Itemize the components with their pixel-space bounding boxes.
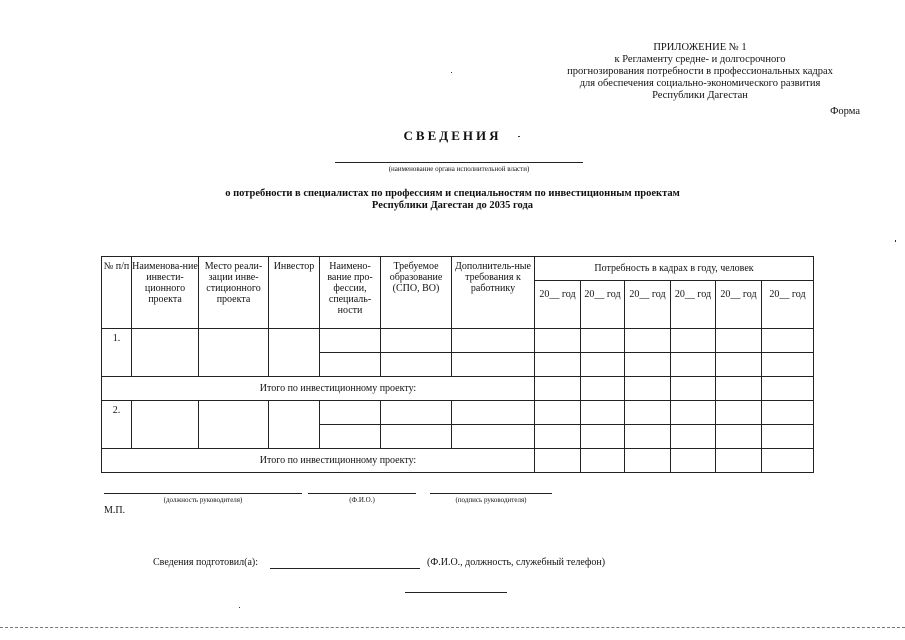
table-cell[interactable] — [581, 425, 625, 449]
scan-speck — [451, 72, 452, 73]
header-year: 20__ год — [625, 281, 671, 329]
organ-name-field[interactable] — [335, 162, 583, 163]
header-number: № п/п — [102, 257, 132, 329]
table-cell[interactable] — [269, 401, 320, 449]
fio-caption: (Ф.И.О.) — [349, 496, 375, 504]
table-cell[interactable] — [381, 425, 452, 449]
table-cell[interactable] — [381, 401, 452, 425]
table-cell[interactable] — [762, 401, 814, 425]
table-cell[interactable] — [762, 425, 814, 449]
needs-table — [101, 256, 814, 473]
table-cell[interactable] — [535, 449, 581, 473]
table-cell[interactable] — [671, 425, 716, 449]
header-place: Место реали-зации инве-стиционного проекта — [199, 257, 269, 329]
table-cell[interactable] — [132, 401, 199, 449]
document-subtitle — [0, 188, 905, 212]
header-year: 20__ год — [535, 281, 581, 329]
header-year: 20__ год — [671, 281, 716, 329]
table-cell[interactable] — [320, 401, 381, 425]
table-cell[interactable] — [581, 329, 625, 353]
row-number: 1. — [102, 329, 132, 377]
table-cell[interactable] — [671, 449, 716, 473]
table-cell[interactable] — [625, 449, 671, 473]
table-cell[interactable] — [452, 353, 535, 377]
header-year: 20__ год — [716, 281, 762, 329]
table-cell[interactable] — [269, 329, 320, 377]
header-requirements: Дополнитель-ные требования к работнику — [452, 257, 535, 329]
form-label: Форма — [830, 106, 860, 117]
table-cell[interactable] — [716, 353, 762, 377]
signature-field[interactable] — [430, 493, 552, 494]
appendix-line: для обеспечения социально-экономического развития — [579, 78, 821, 89]
table-cell[interactable] — [452, 425, 535, 449]
table-cell[interactable] — [381, 353, 452, 377]
prepared-field[interactable] — [270, 568, 420, 569]
table-cell[interactable] — [762, 449, 814, 473]
scan-speck — [239, 607, 240, 608]
header-education: Требуемое образование (СПО, ВО) — [381, 257, 452, 329]
scan-speck — [895, 240, 896, 242]
table-cell[interactable] — [625, 353, 671, 377]
header-investor: Инвестор — [269, 257, 320, 329]
table-cell[interactable] — [671, 353, 716, 377]
prepared-caption: (Ф.И.О., должность, служебный телефон) — [427, 557, 606, 568]
table-cell[interactable] — [671, 401, 716, 425]
page-edge — [0, 627, 905, 628]
stamp-label: М.П. — [104, 505, 126, 516]
table-cell[interactable] — [671, 377, 716, 401]
table-cell[interactable] — [320, 353, 381, 377]
table-cell[interactable] — [762, 353, 814, 377]
position-caption: (должность руководителя) — [163, 496, 243, 504]
table-cell[interactable] — [762, 377, 814, 401]
header-project-name: Наименова-ние инвести-ционного проекта — [132, 257, 199, 329]
appendix-line: Республики Дагестан — [652, 90, 748, 101]
appendix-title: ПРИЛОЖЕНИЕ № 1 — [653, 42, 747, 53]
table-cell[interactable] — [581, 449, 625, 473]
table-cell[interactable] — [535, 329, 581, 353]
table-cell[interactable] — [199, 329, 269, 377]
organ-name-caption: (наименование органа исполнительной власти) — [388, 165, 530, 173]
appendix-line: к Регламенту средне- и долгосрочного — [614, 54, 786, 65]
table-cell[interactable] — [535, 353, 581, 377]
scan-speck — [518, 136, 520, 137]
table-cell[interactable] — [625, 329, 671, 353]
header-need: Потребность в кадрах в году, человек — [535, 257, 814, 281]
table-cell[interactable] — [581, 377, 625, 401]
table-cell[interactable] — [452, 401, 535, 425]
bottom-divider — [405, 592, 507, 593]
table-cell[interactable] — [452, 329, 535, 353]
fio-field[interactable] — [308, 493, 416, 494]
table-cell[interactable] — [535, 425, 581, 449]
header-profession: Наимено-вание про-фессии, специаль-ности — [320, 257, 381, 329]
total-row-label: Итого по инвестиционному проекту: — [102, 377, 535, 401]
table-cell[interactable] — [381, 329, 452, 353]
table-cell[interactable] — [716, 329, 762, 353]
table-cell[interactable] — [132, 329, 199, 377]
table-cell[interactable] — [320, 425, 381, 449]
table-cell[interactable] — [581, 401, 625, 425]
table-cell[interactable] — [320, 329, 381, 353]
table-cell[interactable] — [625, 377, 671, 401]
prepared-label: Сведения подготовил(а): — [153, 557, 259, 568]
table-cell[interactable] — [716, 449, 762, 473]
header-year: 20__ год — [762, 281, 814, 329]
row-number: 2. — [102, 401, 132, 449]
table-cell[interactable] — [716, 425, 762, 449]
signature-caption: (подпись руководителя) — [455, 496, 527, 504]
header-year: 20__ год — [581, 281, 625, 329]
table-cell[interactable] — [535, 377, 581, 401]
table-cell[interactable] — [535, 401, 581, 425]
subtitle-line: о потребности в специалистах по профессиям и специальностям по инвестиционным проектам — [225, 188, 680, 199]
table-cell[interactable] — [625, 401, 671, 425]
document-title: СВЕДЕНИЯ — [403, 128, 502, 143]
appendix-line: прогнозирования потребности в профессиональных кадрах — [567, 66, 833, 77]
table-cell[interactable] — [762, 329, 814, 353]
table-cell[interactable] — [671, 329, 716, 353]
subtitle-line: Республики Дагестан до 2035 года — [371, 200, 534, 211]
total-row-label: Итого по инвестиционному проекту: — [102, 449, 535, 473]
table-cell[interactable] — [199, 401, 269, 449]
appendix-header — [540, 42, 860, 102]
table-cell[interactable] — [716, 377, 762, 401]
position-field[interactable] — [104, 493, 302, 494]
table-cell[interactable] — [625, 425, 671, 449]
table-cell[interactable] — [581, 353, 625, 377]
table-cell[interactable] — [716, 401, 762, 425]
